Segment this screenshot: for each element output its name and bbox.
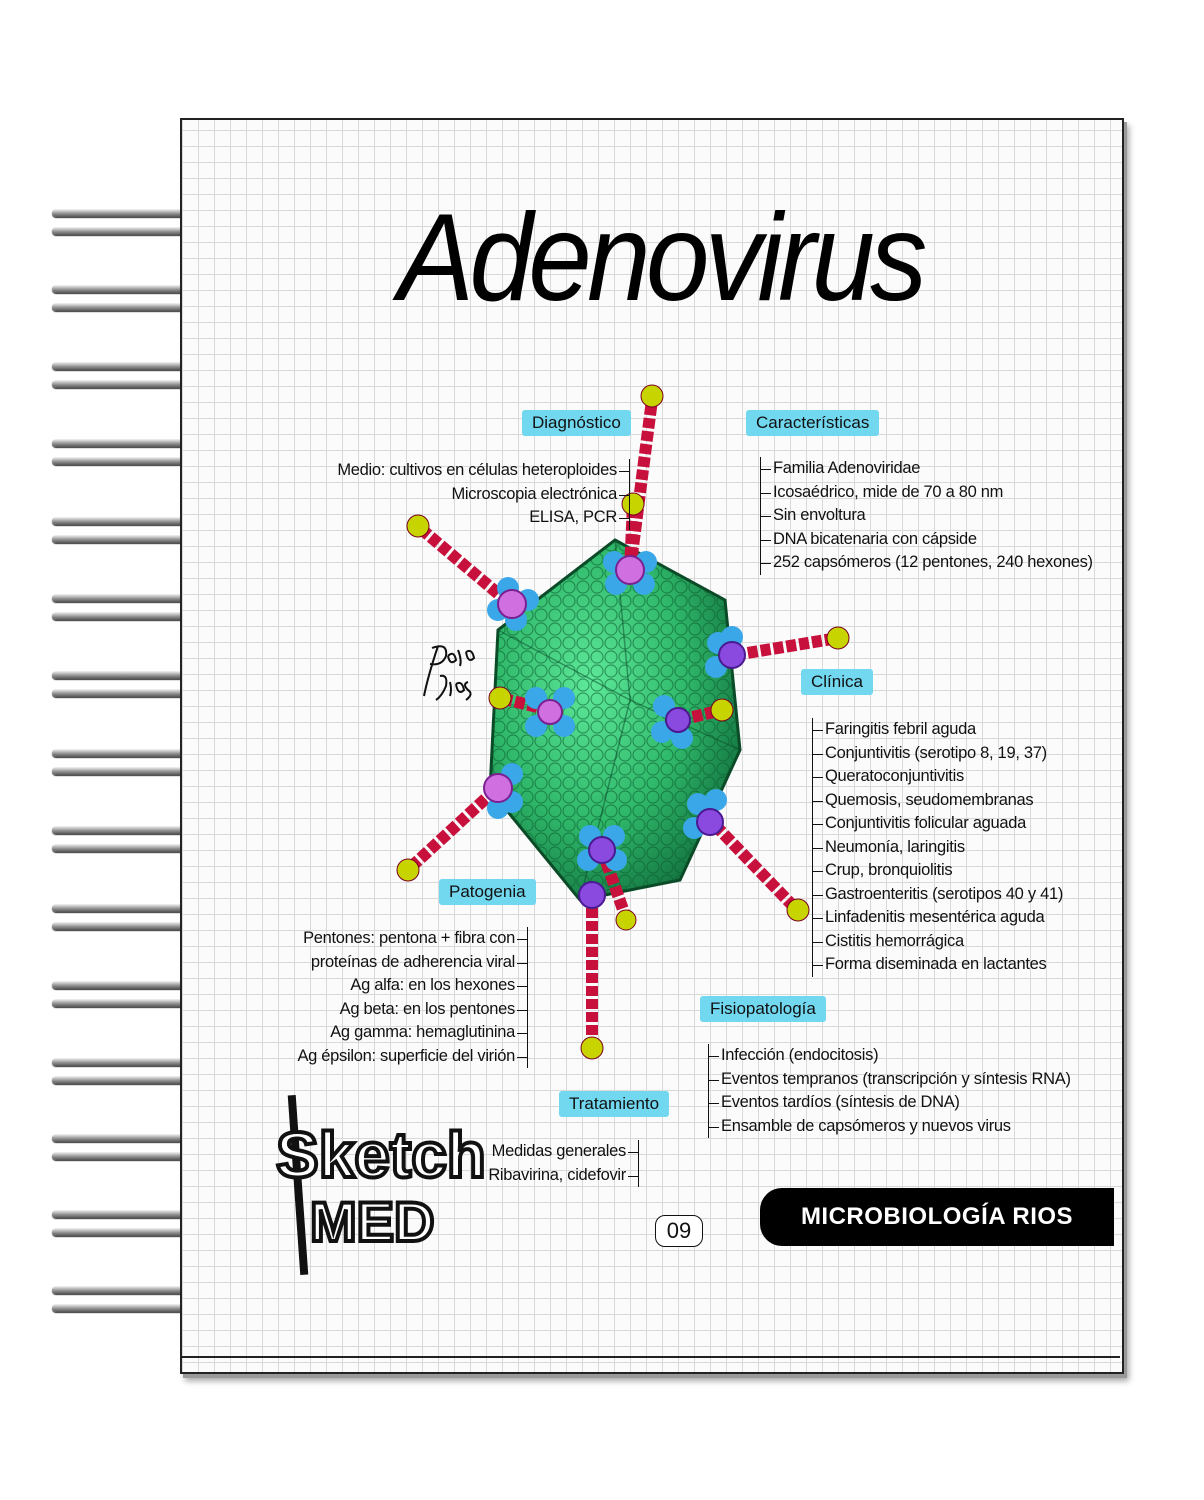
section-label-tratamiento: Tratamiento [559,1091,669,1117]
footer-banner: MICROBIOLOGÍA RIOS [760,1188,1114,1246]
list-item: Gastroenteritis (serotipos 40 y 41) [825,883,1063,907]
list-item: Familia Adenoviridae [773,457,1093,481]
list-item: Faringitis febril aguda [825,718,1063,742]
list-item: Icosaédrico, mide de 70 a 80 nm [773,481,1093,505]
list-item: Cistitis hemorrágica [825,930,1063,954]
sketchmed-logo [270,1085,486,1285]
signature-icon [418,636,488,706]
list-item: Eventos tempranos (transcripción y síntesis RNA) [721,1068,1071,1092]
diagnostico-list [337,459,630,530]
logo-line2: MED [310,1190,435,1253]
list-item: Crup, bronquiolitis [825,859,1063,883]
list-item: Ensamble de capsómeros y nuevos virus [721,1115,1071,1139]
section-label-caracteristicas: Características [746,410,879,436]
list-item: Ag gamma: hemaglutinina [297,1021,515,1045]
list-item: Quemosis, seudomembranas [825,789,1063,813]
section-label-patogenia: Patogenia [439,879,536,905]
patogenia-list [297,927,528,1068]
tratamiento-list [488,1140,639,1187]
list-item: Forma diseminada en lactantes [825,953,1063,977]
page-bottom-edge [180,1356,1120,1358]
list-item: proteínas de adherencia viral [297,951,515,975]
list-item: Ag épsilon: superficie del virión [297,1045,515,1069]
list-item: Medio: cultivos en células heteroploides [337,459,617,483]
page-title: Adenovirus [398,189,923,327]
list-item: Medidas generales [488,1140,626,1164]
caracteristicas-list [760,457,1093,575]
list-item: 252 capsómeros (12 pentones, 240 hexones) [773,551,1093,575]
list-item: Neumonía, laringitis [825,836,1063,860]
clinica-list [812,718,1063,977]
list-item: Ag beta: en los pentones [297,998,515,1022]
section-label-diagnostico: Diagnóstico [522,410,631,436]
list-item: Linfadenitis mesentérica aguda [825,906,1063,930]
list-item: Queratoconjuntivitis [825,765,1063,789]
list-item: Conjuntivitis (serotipo 8, 19, 37) [825,742,1063,766]
list-item: Infección (endocitosis) [721,1044,1071,1068]
list-item: Conjuntivitis folicular aguada [825,812,1063,836]
author-signature [418,636,488,711]
logo-line1: Sketch [276,1119,486,1191]
list-item: Ag alfa: en los hexones [297,974,515,998]
list-item: ELISA, PCR [337,506,617,530]
list-item: Microscopia electrónica [337,483,617,507]
section-label-fisiopatologia: Fisiopatología [700,996,826,1022]
list-item: Sin envoltura [773,504,1093,528]
list-item: Ribavirina, cidefovir [488,1164,626,1188]
fisiopatologia-list [708,1044,1071,1138]
section-label-clinica: Clínica [801,669,873,695]
list-item: Pentones: pentona + fibra con [297,927,515,951]
list-item: DNA bicatenaria con cápside [773,528,1093,552]
page-number: 09 [655,1215,703,1247]
list-item: Eventos tardíos (síntesis de DNA) [721,1091,1071,1115]
